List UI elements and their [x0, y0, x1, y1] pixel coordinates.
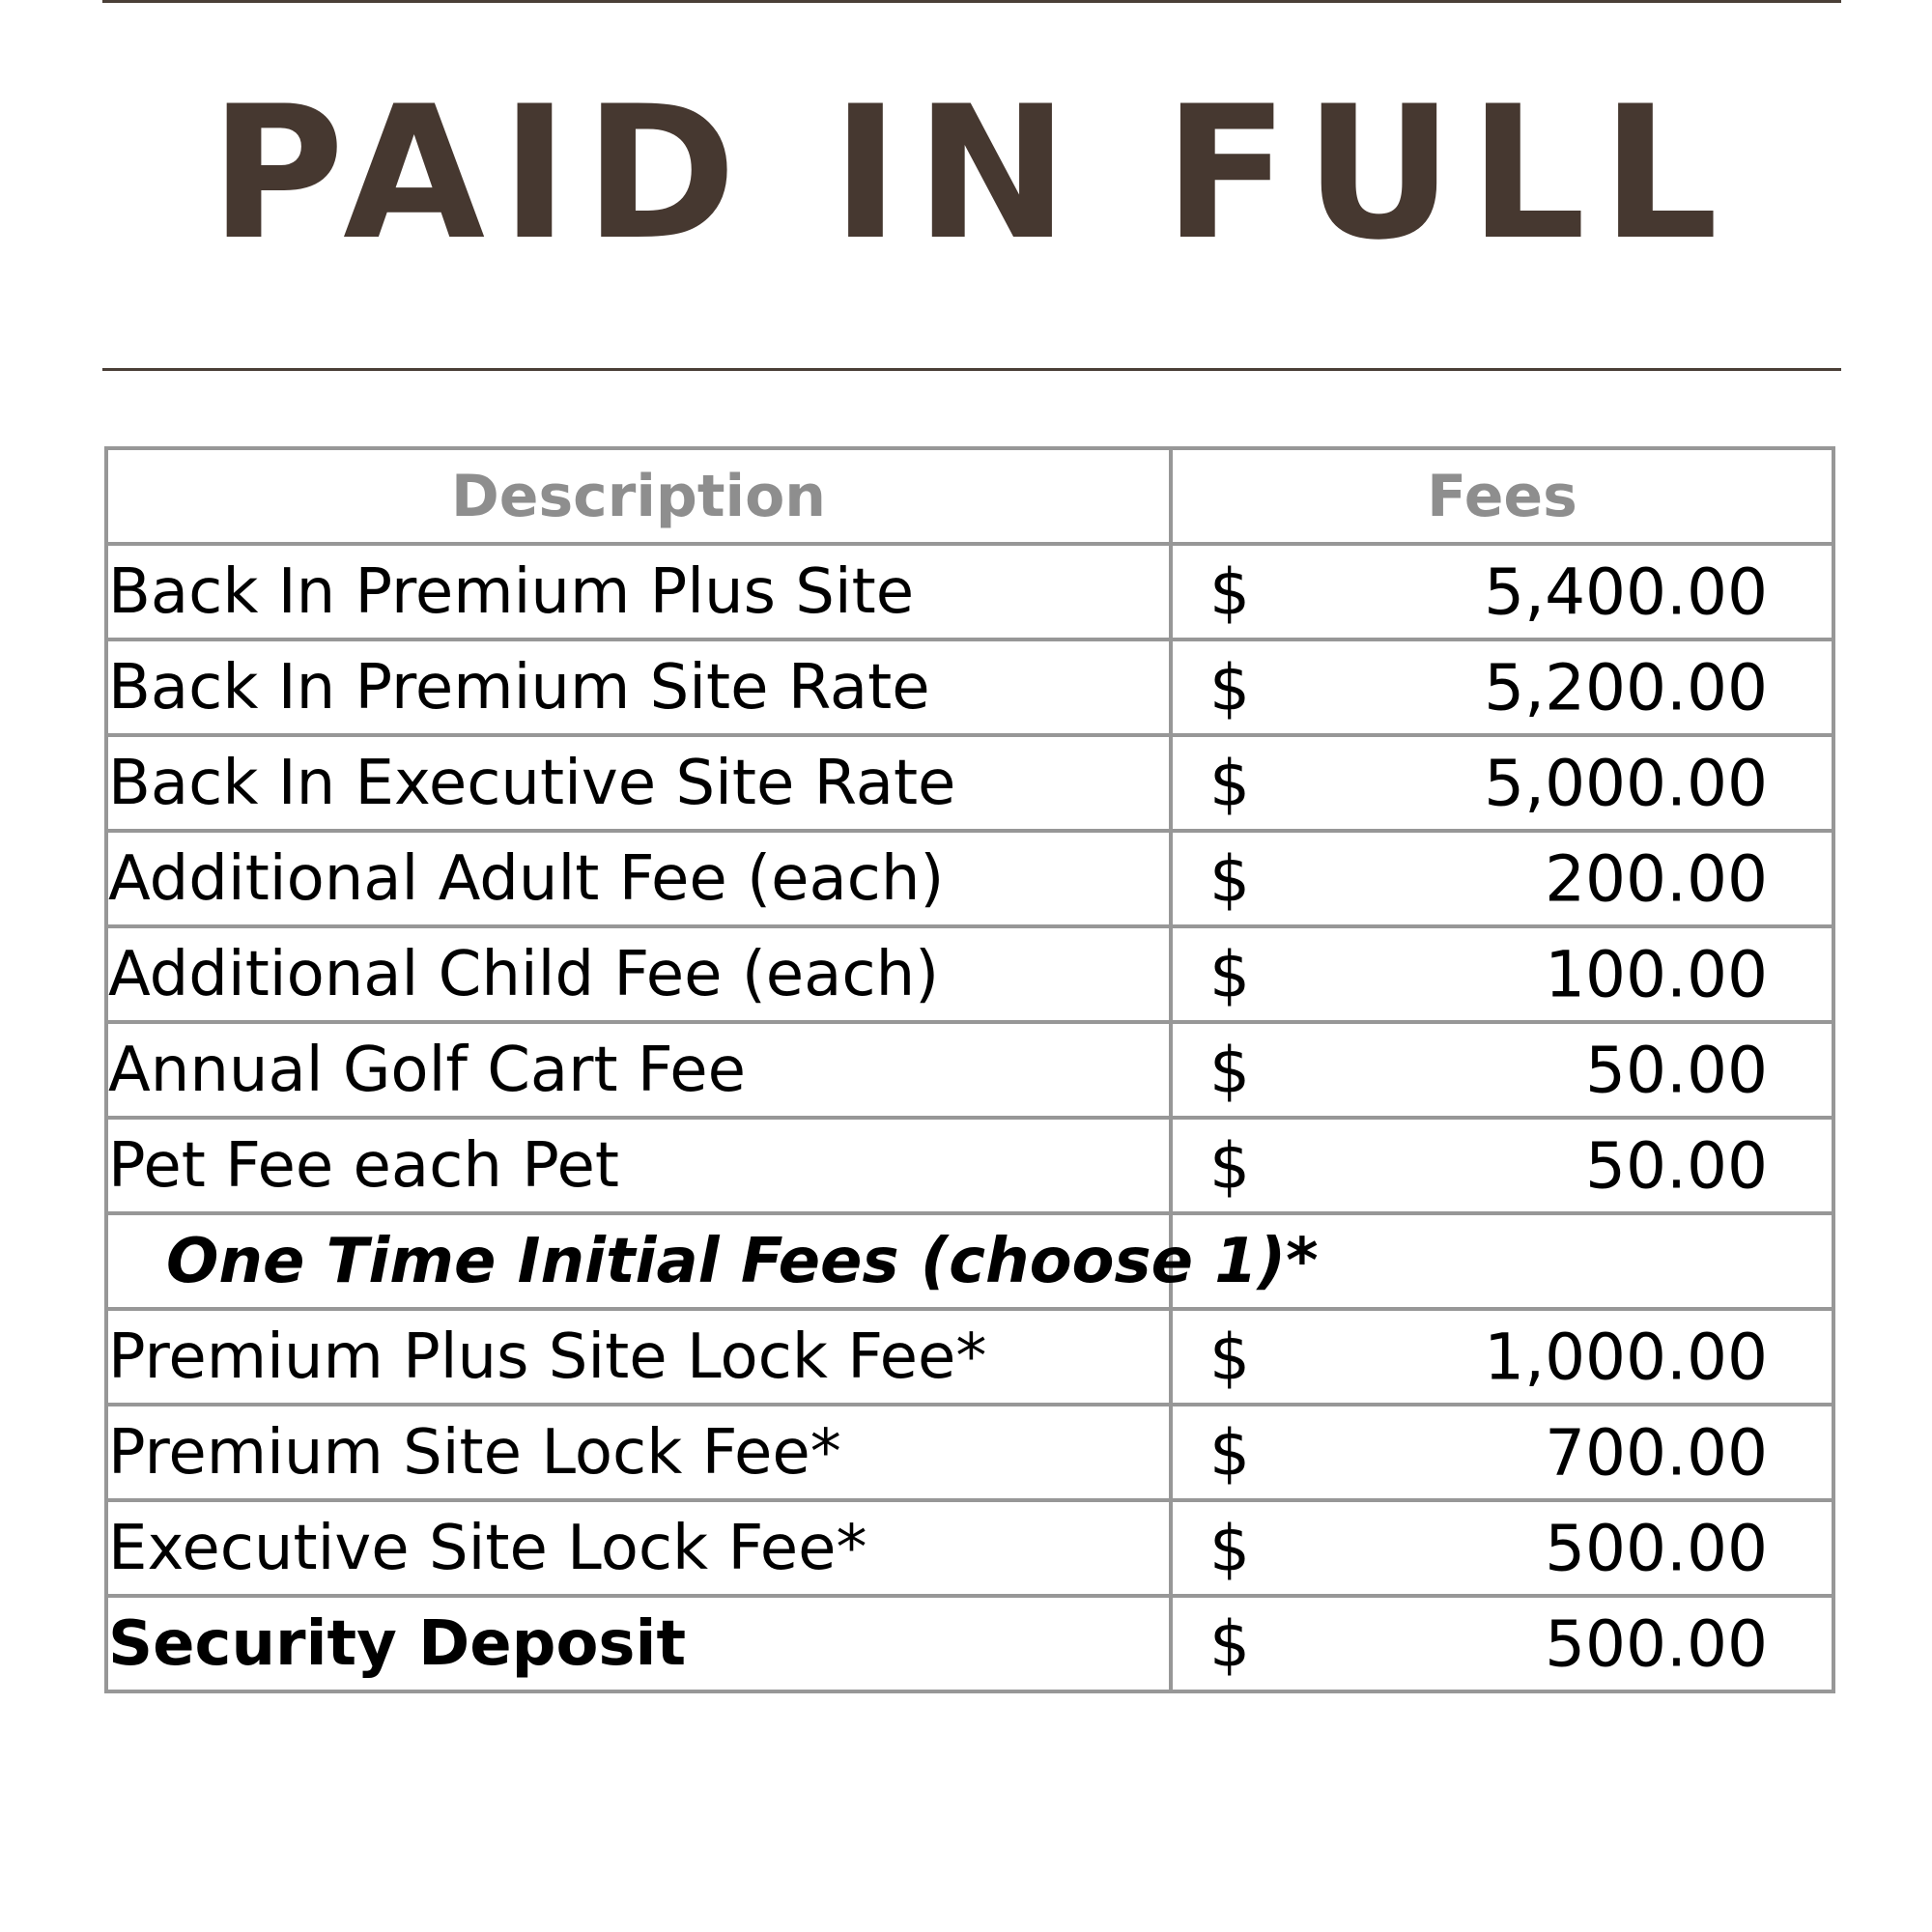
header-description: Description [106, 448, 1171, 544]
currency-symbol: $ [1209, 1415, 1250, 1490]
fee-amount: 50.00 [1585, 1128, 1768, 1203]
table-row [106, 1500, 1833, 1596]
fee-cell [1171, 926, 1833, 1022]
currency-symbol: $ [1209, 1128, 1250, 1203]
table-row [106, 1405, 1833, 1500]
table-row [106, 1022, 1833, 1118]
table-row [106, 1118, 1833, 1213]
fee-amount: 1,000.00 [1484, 1320, 1768, 1394]
header-fees: Fees [1171, 448, 1833, 544]
bottom-divider [102, 368, 1841, 371]
fee-cell [1171, 1022, 1833, 1118]
currency-symbol: $ [1209, 554, 1250, 629]
fee-description: Executive Site Lock Fee* [106, 1500, 1171, 1596]
fee-amount: 5,200.00 [1484, 650, 1768, 724]
currency-symbol: $ [1209, 1320, 1250, 1394]
fee-description: Additional Child Fee (each) [106, 926, 1171, 1022]
fee-description: Premium Plus Site Lock Fee* [106, 1309, 1171, 1405]
currency-symbol: $ [1209, 937, 1250, 1011]
currency-symbol: $ [1209, 650, 1250, 724]
fee-amount: 500.00 [1545, 1606, 1768, 1681]
currency-symbol: $ [1209, 1033, 1250, 1107]
page-title: PAID IN FULL [210, 67, 1734, 280]
fee-amount: 700.00 [1545, 1415, 1768, 1490]
fees-table [104, 446, 1835, 1693]
table-row [106, 544, 1833, 639]
fee-cell [1171, 1309, 1833, 1405]
table-header-row [106, 448, 1833, 544]
fee-cell [1171, 639, 1833, 735]
section-row [106, 1213, 1833, 1309]
table-row [106, 735, 1833, 831]
fee-amount: 50.00 [1585, 1033, 1768, 1107]
fee-cell [1171, 1213, 1833, 1309]
top-divider [102, 0, 1841, 3]
fee-cell [1171, 831, 1833, 926]
table-row [106, 639, 1833, 735]
fee-amount: 200.00 [1545, 841, 1768, 916]
fee-description: Back In Executive Site Rate [106, 735, 1171, 831]
fee-amount: 500.00 [1545, 1511, 1768, 1585]
currency-symbol: $ [1209, 1511, 1250, 1585]
fee-amount: 100.00 [1545, 937, 1768, 1011]
table-row [106, 1309, 1833, 1405]
table-row [106, 926, 1833, 1022]
fee-cell [1171, 544, 1833, 639]
fee-description: Security Deposit [106, 1596, 1171, 1691]
table-row [106, 831, 1833, 926]
fee-description: Back In Premium Plus Site [106, 544, 1171, 639]
currency-symbol: $ [1209, 1606, 1250, 1681]
currency-symbol: $ [1209, 841, 1250, 916]
table-row [106, 1596, 1833, 1691]
fee-cell [1171, 1500, 1833, 1596]
fee-description: Premium Site Lock Fee* [106, 1405, 1171, 1500]
fee-cell [1171, 1118, 1833, 1213]
fee-amount: 5,000.00 [1484, 746, 1768, 820]
fee-cell [1171, 1405, 1833, 1500]
fee-description: Back In Premium Site Rate [106, 639, 1171, 735]
fee-description: One Time Initial Fees (choose 1)* [106, 1213, 1171, 1309]
fee-cell [1171, 1596, 1833, 1691]
fee-amount: 5,400.00 [1484, 554, 1768, 629]
fee-description: Annual Golf Cart Fee [106, 1022, 1171, 1118]
fee-description: Pet Fee each Pet [106, 1118, 1171, 1213]
currency-symbol: $ [1209, 746, 1250, 820]
fee-description: Additional Adult Fee (each) [106, 831, 1171, 926]
fee-cell [1171, 735, 1833, 831]
